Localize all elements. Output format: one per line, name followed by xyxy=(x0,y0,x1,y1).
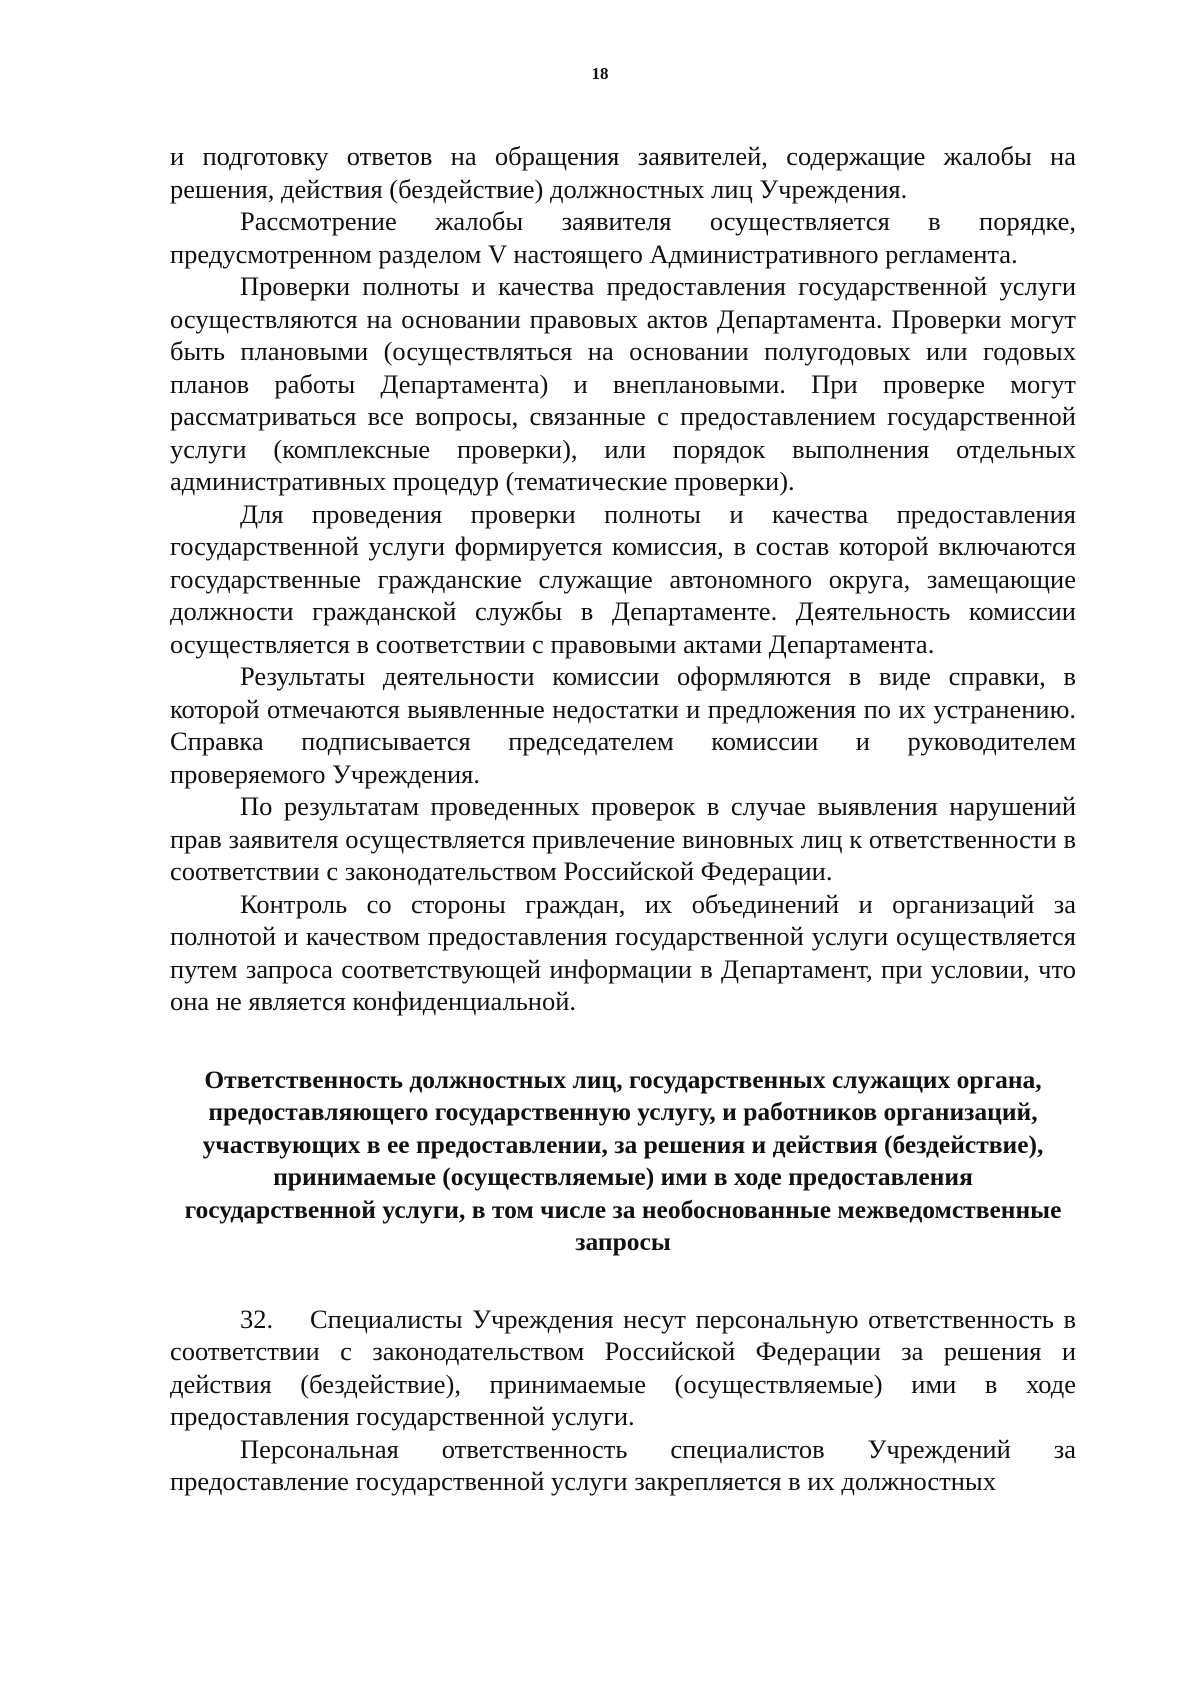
paragraph-complaint-review: Рассмотрение жалобы заявителя осуществляется в порядке, предусмотренном разделом V настоящего Административного регламента. xyxy=(170,206,1076,269)
paragraph-personal-responsibility: Персональная ответственность специалистов Учреждений за предоставление государственной услуги закрепляется в их должностных xyxy=(170,1433,1076,1496)
paragraph-inspections: Проверки полноты и качества предоставления государственной услуги осуществляются на основании правовых актов Департамента. Проверки могут быть плановыми (осуществляться на основании полугодовых или годовых планов работы Департамента) и внеплановыми. При проверке могут рассматриваться все вопросы, связанные с предоставлением государственной услуги (комплексные проверки), или порядок выполнения отдельных административных процедур (тематические проверки). xyxy=(170,271,1076,496)
paragraph-item-32 xyxy=(170,1303,1076,1433)
paragraph-commission: Для проведения проверки полноты и качества предоставления государственной услуги формируется комиссия, в состав которой включаются государственные гражданские служащие автономного округа, замещающие должности гражданской службы в Департаменте. Деятельность комиссии осуществляется в соответствии с правовыми актами Департамента. xyxy=(170,498,1076,659)
paragraph-continuation: и подготовку ответов на обращения заявителей, содержащие жалобы на решения, действия (бездействие) должностных лиц Учреждения. xyxy=(170,141,1076,204)
paragraph-citizen-control: Контроль со стороны граждан, их объединений и организаций за полнотой и качеством предоставления государственной услуги осуществляется путем запроса соответствующей информации в Департамент, при условии, что она не является конфиденциальной. xyxy=(170,888,1076,1016)
paragraph-violations: По результатам проведенных проверок в случае выявления нарушений прав заявителя осуществляется привлечение виновных лиц к ответственности в соответствии с законодательством Российской Федерации. xyxy=(170,791,1076,886)
item-number: 32. xyxy=(240,1303,274,1334)
page-number: 18 xyxy=(591,64,609,83)
document-body xyxy=(170,140,1076,1498)
paragraph-results: Результаты деятельности комиссии оформляются в виде справки, в которой отмечаются выявленные недостатки и предложения по их устранению. Справка подписывается председателем комиссии и руководителем проверяемого Учреждения. xyxy=(170,661,1076,789)
section-heading: Ответственность должностных лиц, государственных служащих органа, предоставляющего государственную услугу, и работников организаций, участвующих в ее предоставлении, за решения и действия (бездействие), принимаемые (осуществляемые) ими в ходе предоставления государственной услуги, в том числе за необоснованные межведомственные запросы xyxy=(184,1064,1062,1256)
item-32-text: Специалисты Учреждения несут персональную ответственность в соответствии с законодательством Российской Федерации за решения и действия (бездействие), принимаемые (осуществляемые) ими в ходе предоставления государственной услуги. xyxy=(170,1303,1076,1431)
